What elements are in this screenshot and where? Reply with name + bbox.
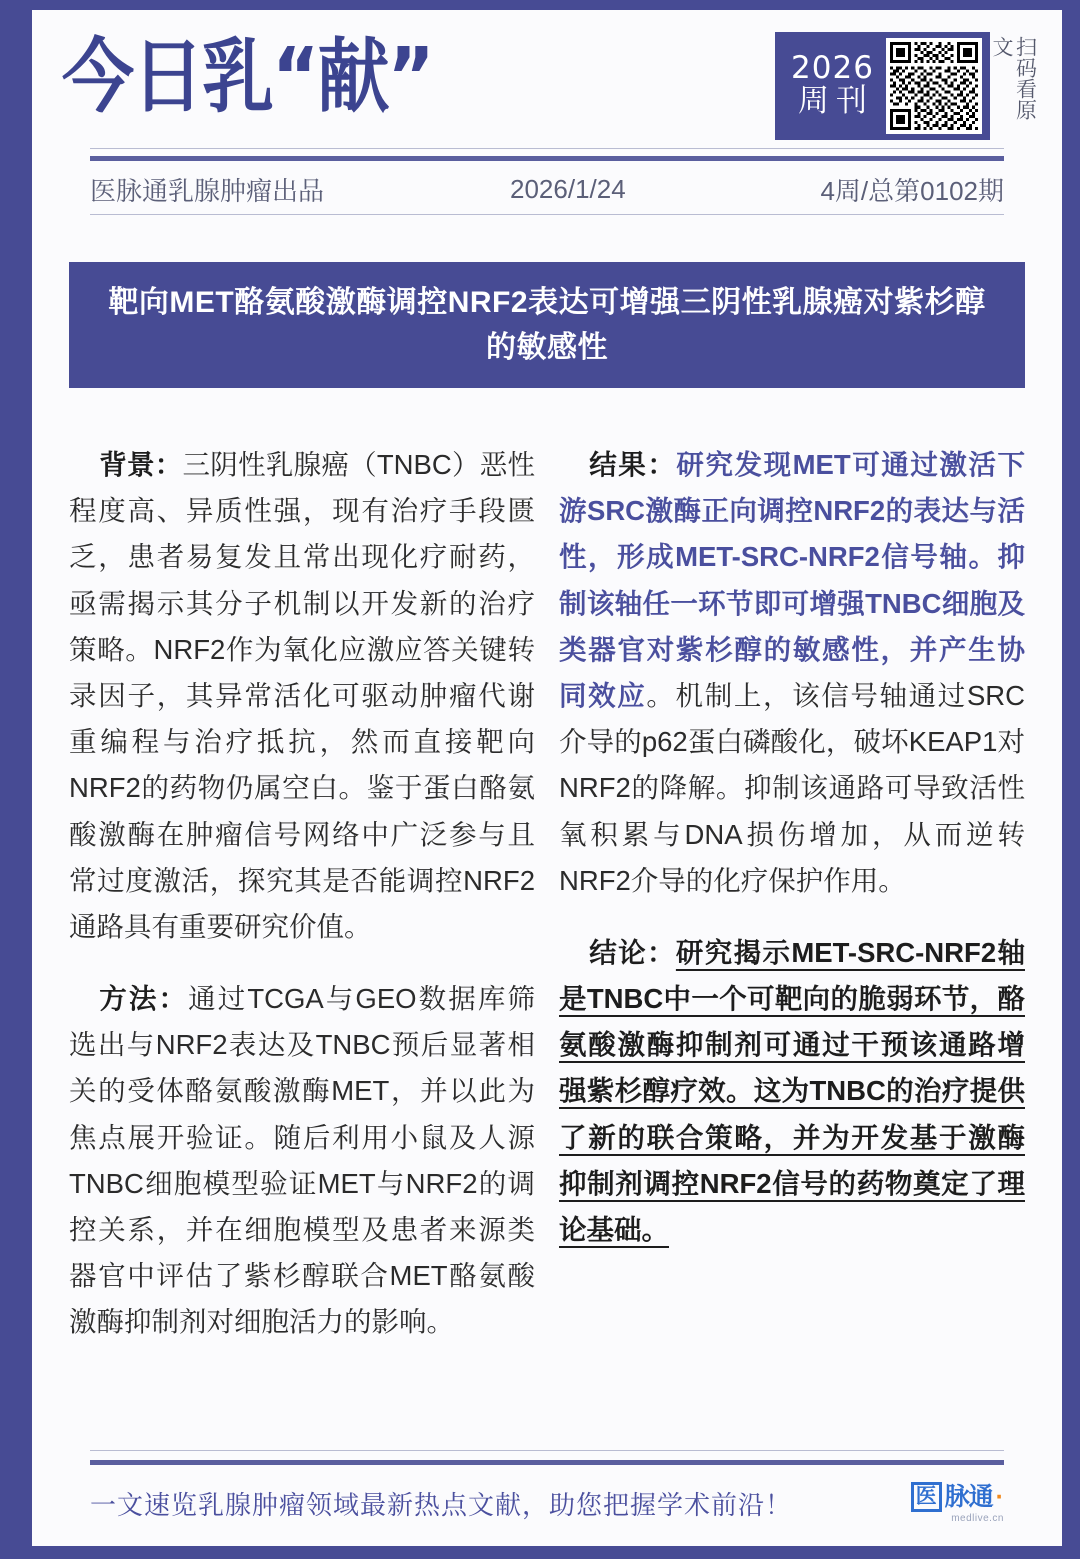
section-highlight-results: 研究发现MET可通过激活下游SRC激酶正向调控NRF2的表达与活性，形成MET-SRC-NRF2信号轴。抑制该轴任一环节即可增强TNBC细胞及类器官对紫杉醇的敏感性，并产生协同效应 [559,449,1025,711]
section-text-methods: 通过TCGA与GEO数据库筛选出与NRF2表达及TNBC预后显著相关的受体酪氨酸激酶MET，并以此为焦点展开验证。随后利用小鼠及人源TNBC细胞模型验证MET与NRF2的调控关系，并在细胞模型及患者来源类器官中评估了紫杉醇联合MET酪氨酸激酶抑制剂对细胞活力的影响。 [69,983,536,1338]
section-text-conclusion: 研究揭示MET-SRC-NRF2轴是TNBC中一个可靶向的脆弱环节，酪氨酸激酶抑制剂可通过干预该通路增强紫杉醇疗效。这为TNBC的治疗提供了新的联合策略，并为开发基于激酶抑制剂调控NRF2信号的药物奠定了理论基础。 [559,936,1025,1245]
meta-date: 2026/1/24 [510,173,626,204]
section-label-methods: 方法： [99,983,189,1015]
badge-labels [785,38,886,134]
section-label-background: 背景： [99,449,183,480]
poster-card [32,10,1062,1546]
paragraph-conclusion [559,930,1025,1253]
footer-line [90,1482,1004,1524]
scan-hint-label: 扫码看原文 [990,36,1037,120]
badge-weekly: 周刊 [798,83,874,120]
footer-tagline: 一文速览乳腺肿瘤领域最新热点文献，助您把握学术前沿！ [90,1489,793,1520]
article-title-banner [69,262,1025,388]
masthead-title: 今日乳“献” [62,29,433,124]
right-column [559,442,1025,1372]
meta-issue: 4周/总第0102期 [820,175,1004,206]
left-column [69,442,535,1372]
logo-accent-icon: · [995,1482,1004,1511]
paragraph-methods [69,976,535,1346]
header-bottom-rule [90,214,1004,215]
section-label-conclusion: 结论： [589,936,676,968]
article-title: 靶向MET酪氨酸激酶调控NRF2表达可增强三阴性乳腺癌对紫杉醇的敏感性 [108,286,986,364]
logo-box-char: 医 [911,1482,942,1512]
header [32,10,1062,218]
meta-publisher: 医脉通乳腺肿瘤出品 [90,175,325,206]
footer [32,1430,1062,1546]
footer-rule-thin [90,1450,1004,1451]
section-label-results: 结果： [589,449,677,480]
paragraph-background [69,442,535,950]
weekly-qr-badge[interactable] [775,32,990,140]
meta-row [90,166,1004,212]
badge-year: 2026 [791,49,874,86]
logo-name: 脉通 [944,1482,993,1511]
article-body [69,442,1025,1372]
logo-url: medlive.cn [951,1513,1004,1525]
header-rule-thick [90,156,1004,161]
header-rule-thin [90,148,1004,149]
section-text-background: 三阴性乳腺癌（TNBC）恶性程度高、异质性强，现有治疗手段匮乏，患者易复发且常出现化疗耐药，亟需揭示其分子机制以开发新的治疗策略。NRF2作为氧化应激应答关键转录因子，其异常活化可驱动肿瘤代谢重编程与治疗抵抗，然而直接靶向NRF2的药物仍属空白。鉴于蛋白酪氨酸激酶在肿瘤信号网络中广泛参与且常过度激活，探究其是否能调控NRF2通路具有重要研究价值。 [69,449,536,942]
paragraph-results [559,442,1025,904]
logo-mark [911,1482,1004,1512]
qr-code-icon[interactable] [886,38,982,134]
footer-rule-thick [90,1460,1004,1465]
section-text-results: 。机制上，该信号轴通过SRC介导的p62蛋白磷酸化，破坏KEAP1对NRF2的降解。抑制该通路可导致活性氧积累与DNA损伤增加，从而逆转NRF2介导的化疗保护作用。 [559,679,1026,896]
medlive-logo [911,1482,1004,1524]
